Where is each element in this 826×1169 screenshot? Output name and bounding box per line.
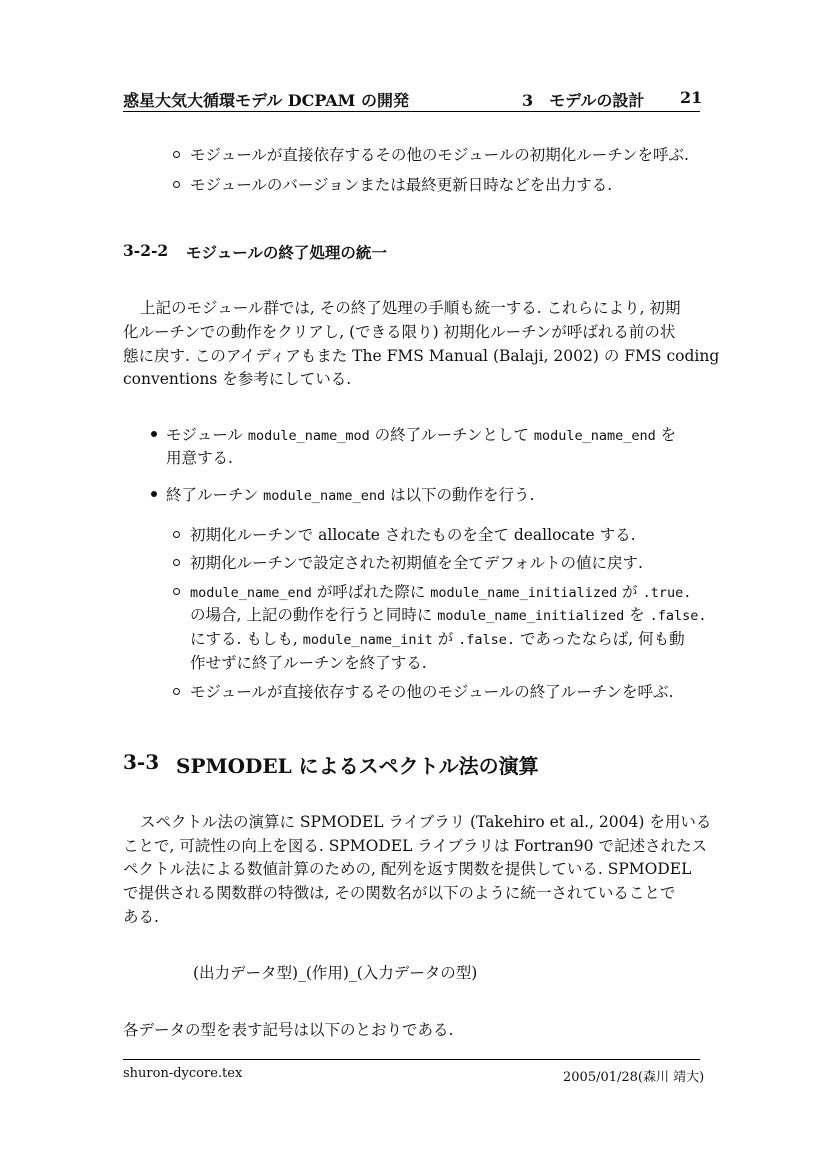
code-text: .false. (458, 632, 516, 648)
bullet-marker (151, 431, 157, 437)
list-item (166, 483, 534, 505)
list-item: モジュールが直接依存するその他のモジュールの初期化ルーチンを呼ぶ. (190, 146, 689, 164)
list-item-text: が (617, 583, 643, 601)
sub-bullet-marker (173, 531, 180, 538)
code-text: .true. (642, 585, 692, 601)
code-text: module_name_init (302, 632, 433, 648)
list-item-text: の終了ルーチンとして (369, 426, 534, 444)
function-name-pattern: (出力データ型)_(作用)_(入力データの型) (193, 964, 478, 982)
list-item-text: が (432, 630, 459, 648)
list-item-text: する. (594, 526, 636, 544)
code-text: module_name_end (533, 428, 656, 444)
paragraph-line: 態に戻す. このアイディアもまた The FMS Manual (Balaji, 2002) の FMS coding (123, 347, 720, 365)
paragraph-line: 上記のモジュール群では, その終了処理の手順も統一する. これらにより, 初期 (140, 299, 681, 317)
paragraph-line: conventions を参考にしている. (123, 370, 352, 388)
paragraph-line: ペクトル法による数値計算のための, 配列を返す関数を提供している. SPMODEL (123, 860, 692, 878)
list-item-text: の場合, 上記の動作を行うと同時に (190, 606, 438, 624)
subsection-title: モジュールの終了処理の統一 (186, 243, 387, 262)
list-item-continuation (190, 603, 707, 625)
running-header-section: 3 モデルの設計 (522, 91, 645, 110)
list-item-text: が呼ばれた際に (311, 583, 431, 601)
list-item-text: にする. もしも, (190, 630, 303, 648)
code-text: module_name_mod (247, 428, 370, 444)
list-item (190, 580, 691, 602)
footer-filename: shuron-dycore.tex (123, 1066, 243, 1081)
list-item-text: されたものを全て (379, 526, 514, 544)
list-item (166, 423, 676, 445)
header-rule (123, 111, 700, 112)
list-item-continuation (190, 627, 685, 649)
list-item-continuation: 作せずに終了ルーチンを終了する. (190, 654, 427, 672)
list-item-text: であったならば, 何も動 (515, 630, 685, 648)
sub-bullet-marker (173, 151, 180, 158)
keyword-text: allocate (318, 526, 380, 544)
paragraph-line: ことで, 可読性の向上を図る. SPMODEL ライブラリは Fortran90 で記述されたス (123, 837, 707, 855)
subsection-number: 3-2-2 (123, 241, 169, 260)
paragraph-line: 化ルーチンでの動作をクリアし, (できる限り) 初期化ルーチンが呼ばれる前の状 (123, 323, 676, 341)
list-item (190, 523, 636, 545)
code-text: module_name_initialized (437, 608, 625, 624)
section-number: 3-3 (123, 750, 160, 774)
page-number: 21 (680, 88, 703, 107)
section-title: SPMODEL によるスペクトル法の演算 (176, 754, 539, 778)
paragraph-line: ある. (123, 908, 159, 926)
list-item-text: 終了ルーチン (166, 486, 264, 504)
list-item-continuation: 用意する. (166, 449, 233, 467)
paragraph-line: 各データの型を表す記号は以下のとおりである. (123, 1021, 454, 1039)
paragraph-line: で提供される関数群の特徴は, その関数名が以下のように統一されていることで (123, 884, 676, 902)
list-item-text: 初期化ルーチンで (190, 526, 319, 544)
footer-rule (123, 1059, 700, 1060)
code-text: module_name_end (263, 488, 386, 504)
list-item-text: を (624, 606, 650, 624)
keyword-text: deallocate (513, 526, 595, 544)
bullet-marker (151, 491, 157, 497)
list-item: モジュールのバージョンまたは最終更新日時などを出力する. (190, 176, 613, 194)
footer-date-author: 2005/01/28(森川 靖大) (563, 1070, 705, 1085)
sub-bullet-marker (173, 559, 180, 566)
sub-bullet-marker (173, 588, 180, 595)
code-text: .false. (649, 608, 707, 624)
paragraph-line: スペクトル法の演算に SPMODEL ライブラリ (Takehiro et al., 2004) を用いる (140, 813, 712, 831)
list-item-text: モジュール (166, 426, 248, 444)
sub-bullet-marker (173, 688, 180, 695)
sub-bullet-marker (173, 181, 180, 188)
list-item-text: を (655, 426, 677, 444)
code-text: module_name_initialized (430, 585, 618, 601)
list-item-text: は以下の動作を行う. (385, 486, 535, 504)
running-header-title: 惑星大気大循環モデル DCPAM の開発 (123, 91, 409, 110)
code-text: module_name_end (190, 585, 312, 601)
list-item: 初期化ルーチンで設定された初期値を全てデフォルトの値に戻す. (190, 554, 643, 572)
list-item: モジュールが直接依存するその他のモジュールの終了ルーチンを呼ぶ. (190, 683, 674, 701)
